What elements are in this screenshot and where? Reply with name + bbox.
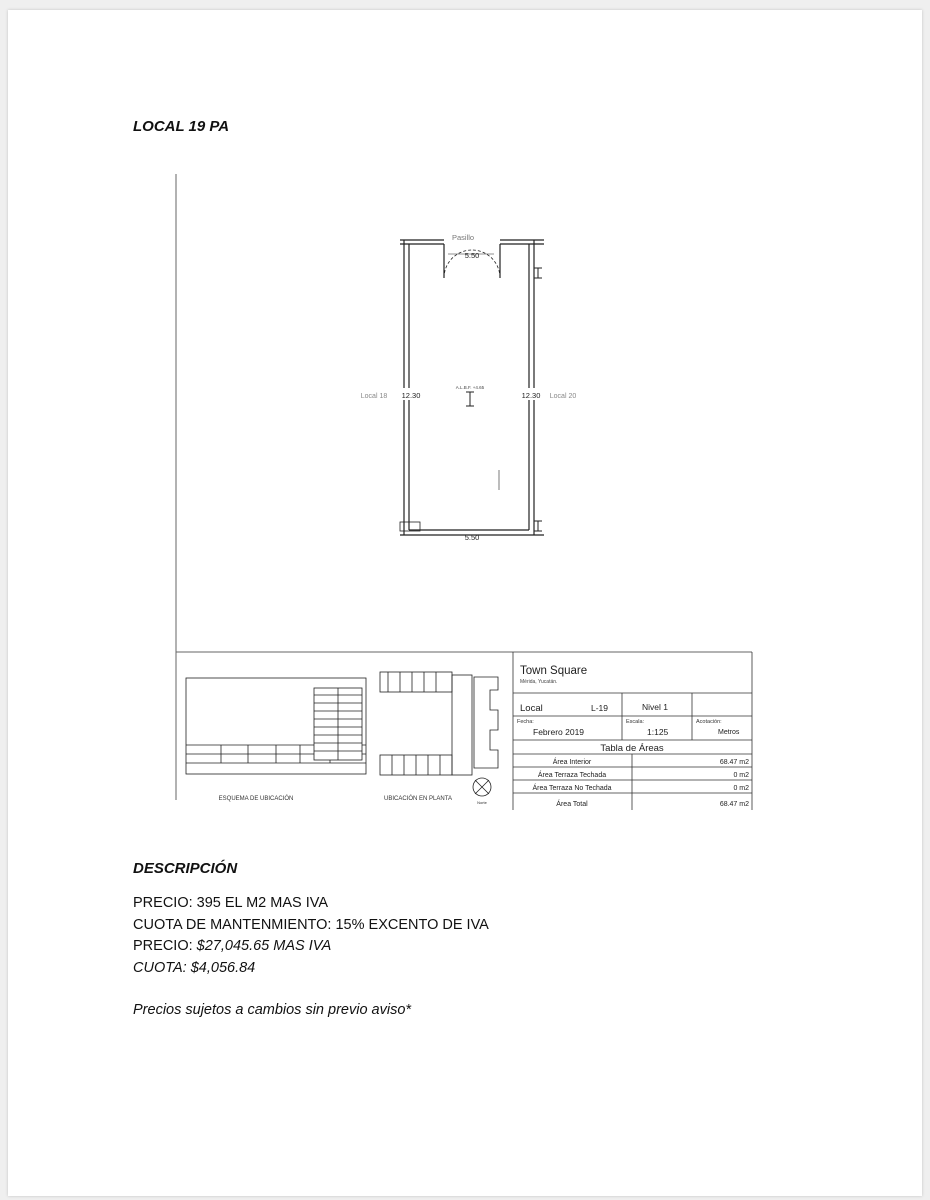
width-top-dimension: 5.50 [464, 251, 480, 260]
area-interior-label: Área Interior [552, 759, 592, 766]
north-label: Norte [477, 800, 487, 805]
area-total-value: 68.47 m2 [719, 801, 749, 808]
units-label: Acotación: [696, 719, 722, 725]
area-interior-value: 68.47 m2 [719, 759, 749, 766]
areas-table-title: Tabla de Áreas [600, 743, 664, 754]
price-disclaimer: Precios sujetos a cambios sin previo aviso* [133, 1002, 412, 1018]
description-title: DESCRIPCIÓN [133, 860, 238, 877]
date-value: Febrero 2019 [533, 727, 585, 737]
area-open-terrace-label: Área Terraza No Techada [532, 785, 612, 792]
total-price-line [133, 936, 489, 958]
site-plan-drawing [380, 672, 498, 796]
description-lines [133, 893, 489, 979]
corridor-label: Pasillo [451, 233, 475, 242]
scale-label: Escala: [626, 719, 645, 725]
area-open-terrace-value: 0 m2 [733, 785, 749, 792]
total-price-prefix: PRECIO: [133, 938, 197, 954]
page-heading: LOCAL 19 PA [133, 118, 230, 135]
right-neighbor-label: Local 20 [549, 393, 577, 400]
project-name: Town Square [520, 665, 588, 677]
level-value: Nivel 1 [642, 702, 668, 712]
date-label: Fecha: [517, 719, 534, 725]
height-right-dimension: 12.30 [521, 391, 541, 400]
maintenance-fee-line: CUOTA DE MANTENMIENTO: 15% EXCENTO DE IVA [133, 916, 489, 933]
site-plan-label: UBICACIÓN EN PLANTA [384, 796, 452, 802]
height-left-dimension: 12.30 [401, 391, 421, 400]
left-neighbor-label: Local 18 [360, 393, 388, 400]
scale-value: 1:125 [647, 727, 669, 737]
area-total-label: Área Total [556, 801, 588, 808]
area-covered-terrace-value: 0 m2 [733, 772, 749, 779]
location-scheme-drawing [186, 678, 366, 774]
price-per-m2-line: PRECIO: 395 EL M2 MAS IVA [133, 895, 329, 911]
width-bottom-dimension: 5.50 [464, 533, 480, 542]
project-city: Mérida, Yucatán. [520, 679, 558, 685]
document-page [8, 10, 922, 1196]
area-covered-terrace-label: Área Terraza Techada [537, 772, 607, 779]
level-mark-label: A.L.B.F. +4.65 [455, 385, 485, 390]
units-value: Metros [718, 729, 740, 736]
local-value: L-19 [591, 703, 609, 713]
total-price-value: $27,045.65 MAS IVA [196, 938, 332, 954]
location-scheme-label: ESQUEMA DE UBICACIÓN [218, 796, 294, 802]
fee-amount-line: CUOTA: $4,056.84 [133, 959, 256, 976]
floor-plan-drawing [8, 170, 922, 810]
local-label: Local [520, 703, 543, 714]
